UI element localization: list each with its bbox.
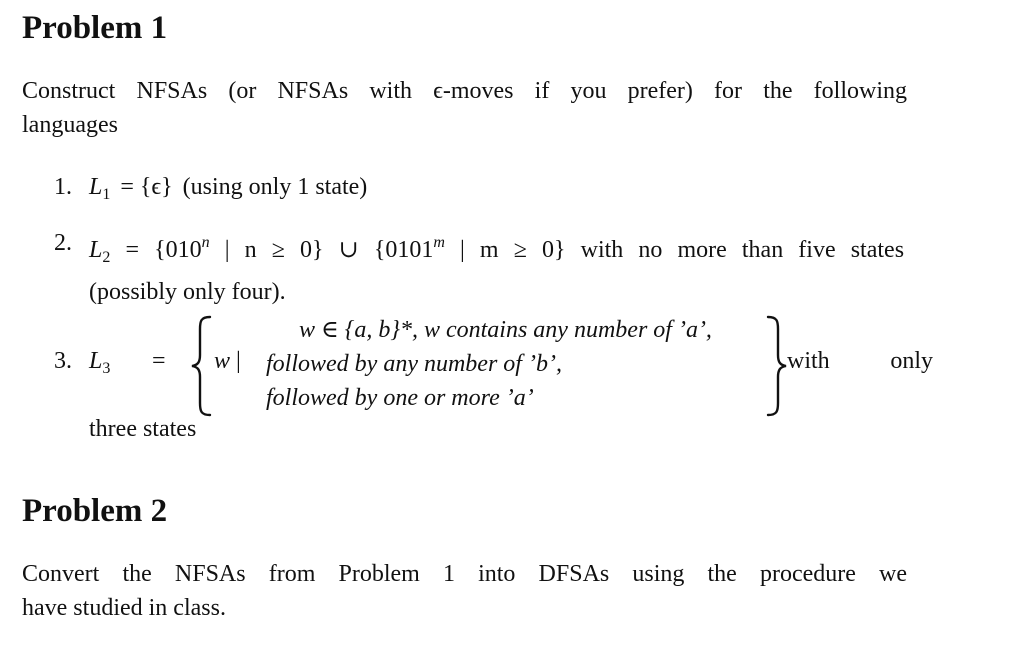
item-description: (using only 1 state): [182, 174, 368, 200]
document-page: [22, 0, 933, 647]
problem-2-heading: Problem 2: [22, 493, 168, 529]
left-brace-icon: [190, 315, 212, 417]
list-item-body: [89, 226, 904, 309]
problem-2-text: [22, 557, 907, 625]
exponent-m: m: [433, 234, 445, 251]
condition-line-1: w ∈ {a, b}*, w contains any number of ’a’,: [299, 317, 712, 343]
language-symbol: L: [89, 348, 103, 374]
language-definition-part-b: | n ≥ 0} ∪ {0101: [224, 237, 434, 263]
problem-1-intro: [22, 74, 907, 142]
such-that-bar: |: [236, 348, 241, 374]
language-lhs: [89, 348, 110, 378]
language-subscript: 1: [102, 186, 111, 203]
problem-2-line-1: Convert the NFSAs from Problem 1 into DFSAs using the procedure we: [22, 561, 907, 587]
set-conditions: [266, 313, 712, 415]
language-subscript: 2: [102, 249, 111, 266]
condition-line-2: followed by any number of ’b’,: [266, 351, 562, 377]
list-item-3: [54, 313, 933, 442]
right-brace-icon: [766, 315, 788, 417]
problem-1-heading: Problem 1: [22, 10, 168, 46]
language-symbol: L: [89, 237, 103, 263]
set-variable: w: [214, 348, 231, 374]
item-description-line-1: with no more than five states: [580, 237, 905, 263]
list-item-body: [89, 170, 904, 212]
language-definition-part-a: = {010: [125, 237, 202, 263]
language-symbol: L: [89, 174, 103, 200]
language-definition-part-c: | m ≥ 0}: [460, 237, 566, 263]
language-definition: = {ϵ}: [120, 174, 173, 200]
exponent-n: n: [201, 234, 210, 251]
list-item-number: 2.: [54, 230, 72, 256]
list-item-number: 1.: [54, 174, 72, 200]
item-description-line-1: with only: [787, 348, 933, 374]
item-2-line-1: [89, 226, 904, 275]
list-item-number: 3.: [54, 348, 72, 374]
condition-line-3: followed by one or more ’a’: [266, 385, 534, 411]
item-description-line-2: (possibly only four).: [89, 279, 286, 305]
item-description-line-2: three states: [89, 416, 197, 442]
problem-1-intro-line-1: Construct NFSAs (or NFSAs with ϵ-moves if you prefer) for the following: [22, 78, 907, 104]
language-subscript: 3: [102, 360, 111, 377]
problem-2-line-2: have studied in class.: [22, 595, 226, 621]
problem-1-intro-line-2: languages: [22, 112, 118, 138]
equals-sign: =: [152, 348, 166, 374]
